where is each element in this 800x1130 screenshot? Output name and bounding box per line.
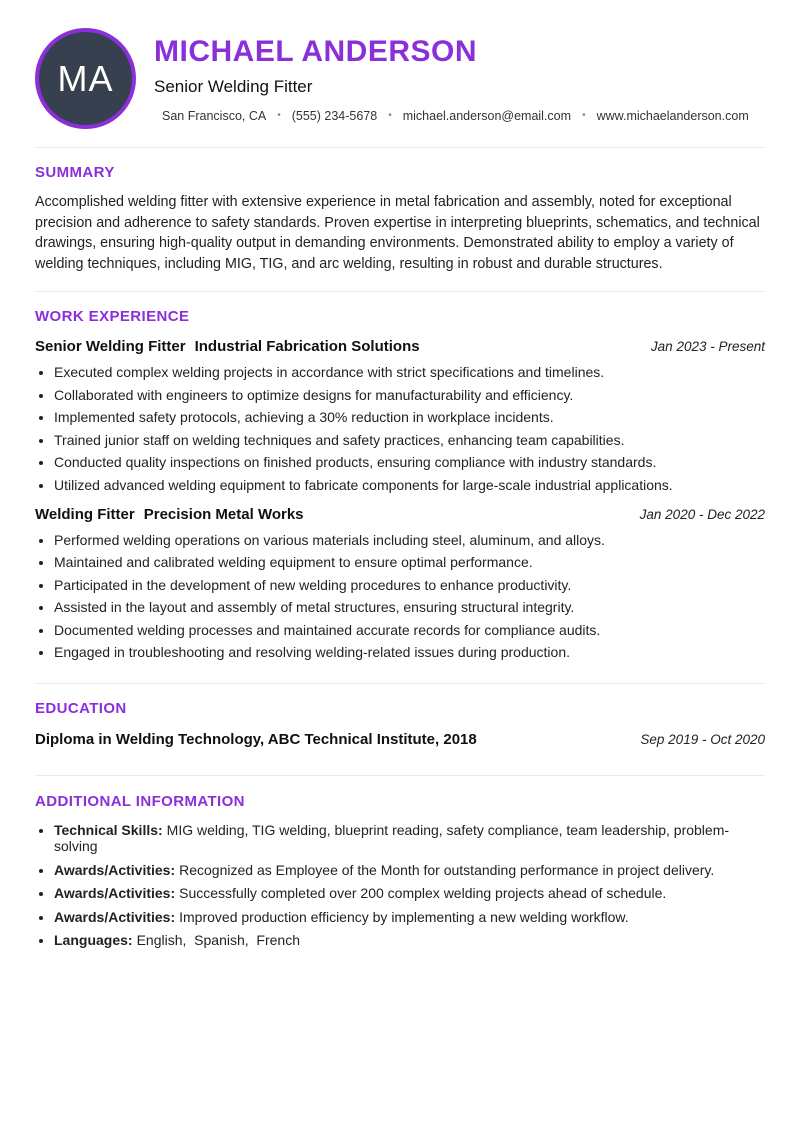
contact-phone: (555) 234-5678 — [291, 108, 378, 123]
job-entry — [35, 338, 765, 493]
job-date-range: Jan 2020 - Dec 2022 — [639, 506, 765, 522]
summary-divider — [35, 291, 765, 292]
info-value: MIG welding, TIG welding, blueprint reading, safety compliance, team leadership, problem-solving — [54, 822, 730, 854]
contact-website: www.michaelanderson.com — [596, 108, 749, 123]
avatar — [35, 28, 136, 129]
education-heading: EDUCATION — [35, 700, 127, 717]
education-section — [35, 700, 765, 748]
job-bullet: • Documented welding processes and maintained accurate records for compliance audits. — [54, 622, 765, 638]
job-bullet: • Collaborated with engineers to optimize designs for manufacturability and efficiency. — [54, 387, 765, 403]
job-title-line — [35, 338, 420, 355]
job-bullet: • Performed welding operations on various materials including steel, aluminum, and alloys. — [54, 532, 765, 548]
candidate-job-title: Senior Welding Fitter — [154, 76, 313, 96]
job-bullet-list — [35, 532, 765, 661]
info-value: Recognized as Employee of the Month for outstanding performance in project delivery. — [179, 861, 715, 878]
job-bullet: • Conducted quality inspections on finished products, ensuring compliance with industry standards. — [54, 454, 765, 470]
info-value: Successfully completed over 200 complex welding projects ahead of schedule. — [179, 885, 667, 901]
job-entry-header — [35, 338, 765, 355]
contact-location: San Francisco, CA — [162, 108, 267, 123]
resume-header — [35, 28, 765, 129]
job-company: Precision Metal Works — [143, 505, 304, 523]
info-label: Technical Skills: — [54, 822, 163, 838]
info-label: Awards/Activities: — [54, 885, 176, 901]
work-experience-section — [35, 308, 765, 660]
job-bullet: • Participated in the development of new welding procedures to enhance productivity. — [54, 577, 765, 593]
contact-email: michael.anderson@email.com — [402, 108, 572, 123]
info-label: Languages: — [54, 932, 133, 948]
job-title-line — [35, 506, 304, 523]
header-text — [154, 35, 765, 123]
bullet-separator-icon: • — [582, 110, 586, 121]
job-bullet: • Assisted in the layout and assembly of metal structures, ensuring structural integrity. — [54, 599, 765, 615]
bullet-separator-icon: • — [388, 110, 392, 121]
info-label: Awards/Activities: — [54, 861, 176, 878]
info-value: Improved production efficiency by implementing a new welding workflow. — [179, 908, 629, 925]
job-bullet: • Executed complex welding projects in accordance with strict specifications and timelines. — [54, 364, 765, 380]
job-entry-header — [35, 506, 765, 523]
job-bullet: • Utilized advanced welding equipment to fabricate components for large-scale industrial applications. — [54, 477, 765, 493]
info-value: English, Spanish, French — [136, 932, 300, 948]
work-divider — [35, 683, 765, 684]
work-experience-heading: WORK EXPERIENCE — [35, 308, 190, 325]
education-date-range: Sep 2019 - Oct 2020 — [640, 732, 765, 747]
job-bullet: • Trained junior staff on welding techniques and safety practices, enhancing team capabilities. — [54, 432, 765, 448]
job-company: Industrial Fabrication Solutions — [194, 338, 420, 355]
additional-information-section — [35, 793, 765, 948]
header-divider — [35, 147, 765, 148]
job-bullet-list — [35, 364, 765, 493]
additional-info-item — [54, 862, 765, 878]
job-date-range: Jan 2023 - Present — [650, 339, 765, 354]
additional-information-heading: ADDITIONAL INFORMATION — [35, 793, 245, 810]
bullet-separator-icon: • — [277, 110, 281, 121]
additional-info-item — [54, 909, 765, 925]
contact-row — [162, 109, 765, 123]
job-bullet: • Implemented safety protocols, achieving a 30% reduction in workplace incidents. — [54, 409, 765, 425]
additional-info-item — [54, 932, 765, 948]
job-bullet: • Engaged in troubleshooting and resolving welding-related issues during production. — [54, 644, 765, 660]
summary-section — [35, 164, 765, 274]
additional-info-list — [35, 822, 765, 948]
job-position: Senior Welding Fitter — [35, 338, 186, 355]
job-position: Welding Fitter — [35, 505, 135, 523]
job-entry — [35, 506, 765, 661]
summary-text: Accomplished welding fitter with extensive experience in metal fabrication and assembly, noted for exceptional precision and adherence to safety standards. Proven expertise in interpreting blueprints, schematics, and technical drawings, ensuring high-quality output in demanding environments. Demonstrated ability to employ a variety of welding techniques, including MIG, TIG, and arc welding, resulting in robust and durable structures. — [35, 194, 760, 272]
education-entry — [35, 731, 765, 748]
avatar-initials: MA — [57, 57, 114, 99]
additional-info-item — [54, 822, 765, 854]
summary-heading: SUMMARY — [35, 164, 115, 181]
education-divider — [35, 775, 765, 776]
info-label: Awards/Activities: — [54, 908, 176, 925]
job-bullet: • Maintained and calibrated welding equipment to ensure optimal performance. — [54, 554, 765, 570]
education-degree: Diploma in Welding Technology, ABC Technical Institute, 2018 — [35, 731, 477, 748]
candidate-name: MICHAEL ANDERSON — [154, 34, 478, 68]
additional-info-item — [54, 885, 765, 901]
